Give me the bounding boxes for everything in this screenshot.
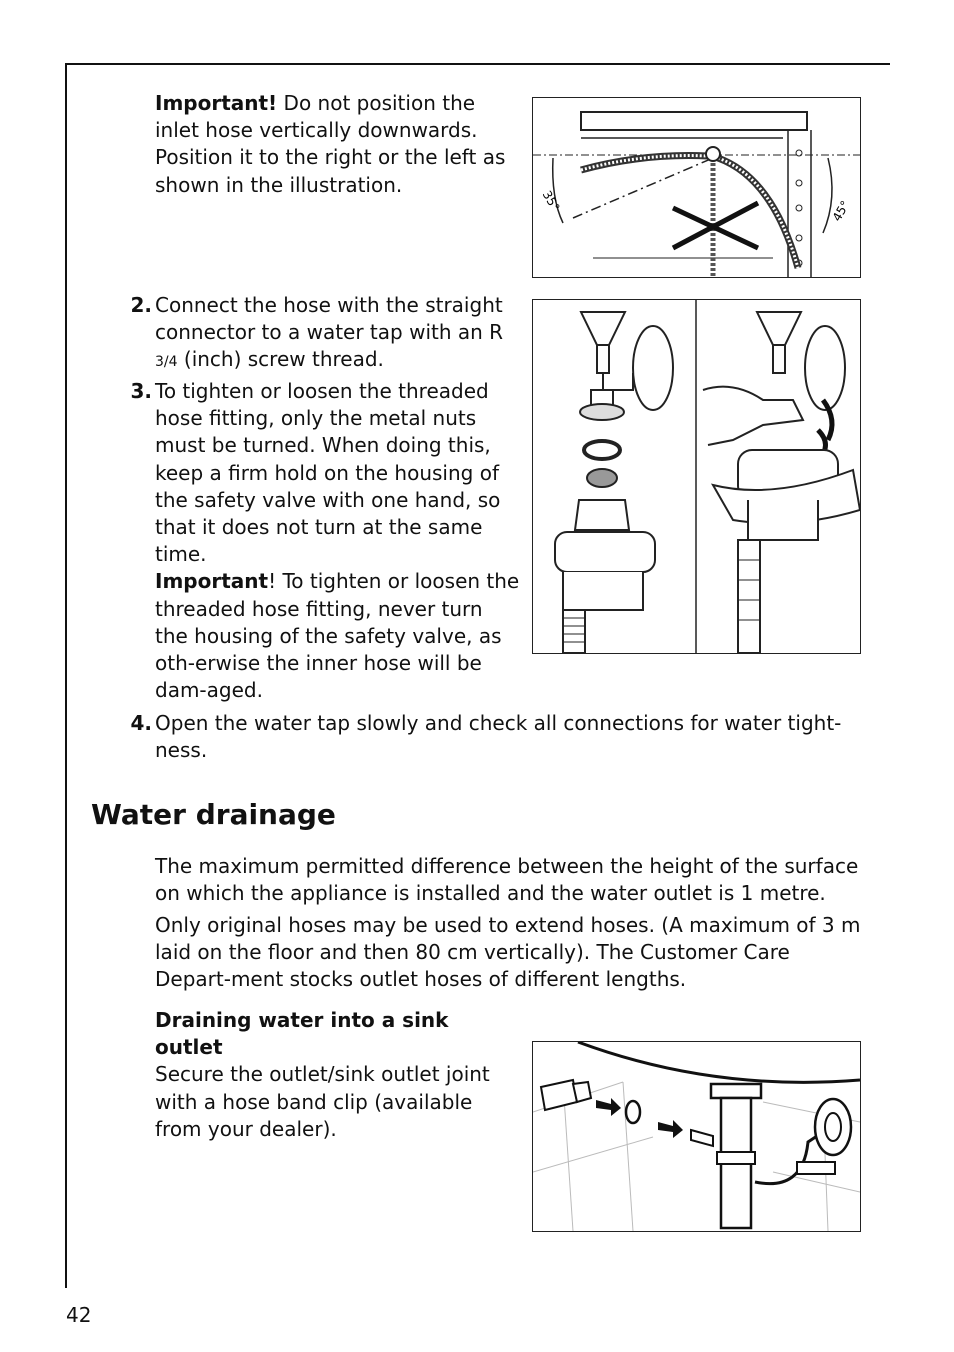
step-2-fraction: 3/4 [155,354,178,371]
drainage-paragraph-2: Only original hoses may be used to extend hoses. (A maximum of 3 m laid on the floor and then 80 cm vertically). The Customer Care Depart-ment stocks outlet hoses of different lengths. [155,913,861,992]
sink-outlet-illustration [532,1041,861,1232]
page-number: 42 [66,1303,92,1327]
important-label: Important! [155,91,278,115]
step-3-number: 3. [130,379,152,403]
step-3-text [155,378,520,704]
step-2-number: 2. [130,293,152,317]
tap-connection-illustration [532,299,861,654]
step-2-text-a: Connect the hose with the straight connector to a water tap with an R [155,293,504,345]
sink-outlet-section [155,1007,520,1143]
angle-35-label: 35° [539,188,563,214]
sink-outlet-text: Secure the outlet/sink outlet joint with a hose band clip (available from your dealer). [155,1062,490,1141]
section-heading: Water drainage [91,798,336,831]
angle-45-label: 45° [829,198,853,224]
step-3-body: To tighten or loosen the threaded hose fitting, only the metal nuts must be turned. When doing this, keep a firm hold on the housing of the safety valve with one hand, so that it does not turn at the same time. [155,379,501,567]
drainage-paragraph-1: The maximum permitted difference between the height of the surface on which the appliance is installed and the water outlet is 1 metre. [155,854,859,906]
top-rule [65,63,890,65]
step-2-text [155,292,515,377]
step-4-text: Open the water tap slowly and check all connections for water tight-ness. [155,711,842,763]
step-3-important-label: Important [155,569,269,594]
step-2-text-b: (inch) screw thread. [177,347,384,372]
left-rule [65,63,67,1288]
step-4-number: 4. [130,711,152,735]
sink-outlet-heading: Draining water into a sink outlet [155,1008,449,1060]
important-text: Do not position the inlet hose vertically downwards. Position it to the right or the left as shown in the illustration. [155,91,506,197]
inlet-hose-angle-illustration [532,97,861,278]
step-3-important-text: ! To tighten or loosen the threaded hose fitting, never turn the housing of the safety valve, as oth-erwise the inner hose will be dam-aged. [155,569,520,703]
important-note-inlet [155,90,520,199]
